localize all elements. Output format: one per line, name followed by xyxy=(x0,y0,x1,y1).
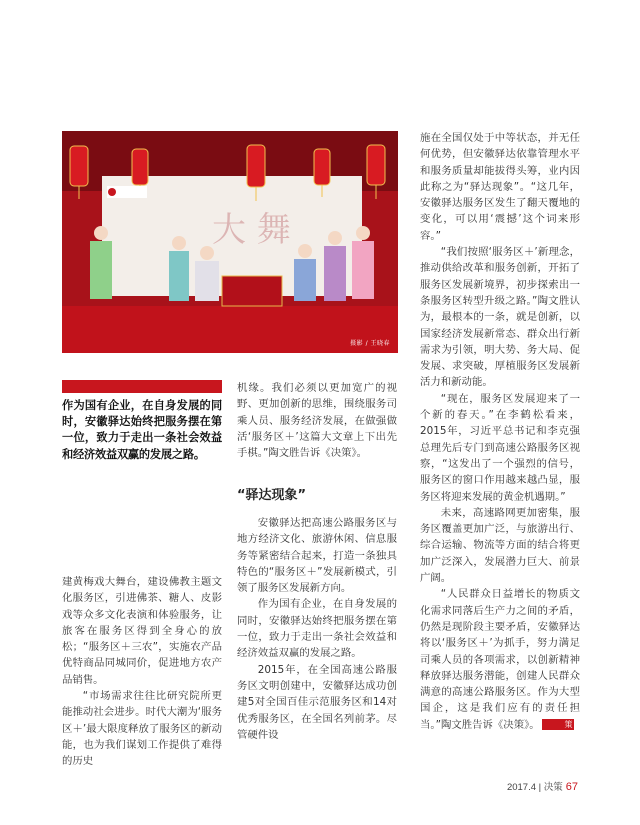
right-column xyxy=(420,130,580,733)
paragraph: “市场需求往往比研究院所更能推动社会进步。时代大潮为‘服务区＋’最大限度释放了服务区的新动能，也为我们谋划工作提供了难得的历史 xyxy=(62,690,222,768)
paragraph: 未来，高速路网更加密集，服务区覆盖更加广泛，与旅游出行、综合运输、物流等方面的结合将更加广泛深入，发展潜力巨大、前景广阔。 xyxy=(420,506,580,585)
paragraph: 建黄梅戏大舞台，建设佛教主题文化服务区，引进佛茶、糖人、皮影戏等众多文化表演和体验服务，让旅客在服务区得到全身心的放松；“服务区＋三农”，实施农产品优特商品同城同价，促进地方农产品销售。 xyxy=(62,576,222,686)
page-number: 67 xyxy=(565,781,578,793)
paragraph: 2015年，在全国高速公路服务区文明创建中，安徽驿达成功创建5对全国百佳示范服务区和14对优秀服务区，在全国名列前茅。尽管硬件设 xyxy=(237,663,397,741)
paragraph: 作为国有企业，在自身发展的同时，安徽驿达始终把服务摆在第一位，致力于走出一条社会效益和经济效益双赢的发展之路。 xyxy=(237,598,397,660)
paragraph: “现在，服务区发展迎来了一个新的春天。”在李鹤松看来，2015年，习近平总书记和李克强总理先后专门到高速公路服务区视察，“这发出了一个强烈的信号，服务区的窗口作用越来越凸显，服务区将迎来发展的黄金机遇期。” xyxy=(420,392,580,503)
pull-quote: 作为国有企业，在自身发展的同时，安徽驿达始终把服务摆在第一位，致力于走出一条社会效益和经济效益双赢的发展之路。 xyxy=(62,399,222,461)
end-mark-icon: 策 xyxy=(542,719,575,730)
left-column xyxy=(62,574,222,770)
article-photo xyxy=(62,131,398,353)
section-heading: “驿达现象” xyxy=(237,488,307,503)
paragraph-final xyxy=(420,586,580,733)
page-footer xyxy=(507,779,578,793)
issue-label: 2017.4 | 决策 xyxy=(506,782,563,793)
middle-column-top xyxy=(237,380,397,461)
paragraph: “我们按照‘服务区＋’新理念，推动供给改革和服务创新，开拓了服务区发展新境界，初步探索出一条服务区转型升级之路。”陶文胜认为，最根本的一条，就是创新，以国家经济发展新常态、群众出行新需求为引领，明大势、务大局、促发展、求突破，厚植服务区发展新活力和新动能。 xyxy=(420,246,580,389)
paragraph: 安徽驿达把高速公路服务区与地方经济文化、旅游休闲、信息服务等紧密结合起来，打造一条独具特色的“服务区＋”发展新模式，引领了服务区发展新方向。 xyxy=(237,517,397,595)
section-heading-block xyxy=(237,486,397,506)
middle-column xyxy=(237,515,397,743)
paragraph-text: “人民群众日益增长的物质文化需求同落后生产力之间的矛盾，仍然是现阶段主要矛盾，安徽驿达将以‘服务区＋’为抓手，努力满足司乘人员的各项需求，以创新精神释放驿达服务潜能，创建人民群众满意的高速公路服务区。作为大型国企，这是我们应有的责任担当。”陶文胜告诉《决策》。 xyxy=(420,588,580,731)
paragraph: 施在全国仅处于中等状态，并无任何优势，但安徽驿达依靠管理水平和服务质量却能拔得头筹，业内因此称之为“驿达现象”。“这几年，安徽驿达服务区发生了翻天覆地的变化，可以用‘震撼’这个词来形容。” xyxy=(420,132,580,242)
pull-quote-bar xyxy=(62,380,222,393)
opera-stage-photo xyxy=(62,131,398,353)
svg-text:大 舞: 大 舞 xyxy=(212,210,291,250)
paragraph: 机缘。我们必须以更加宽广的视野、更加创新的思维，围绕服务司乘人员、服务经济发展，在做强做活‘服务区＋’这篇大文章上下出先手棋。”陶文胜告诉《决策》。 xyxy=(237,382,397,460)
photo-credit: 摄影 / 王晓春 xyxy=(350,340,390,347)
